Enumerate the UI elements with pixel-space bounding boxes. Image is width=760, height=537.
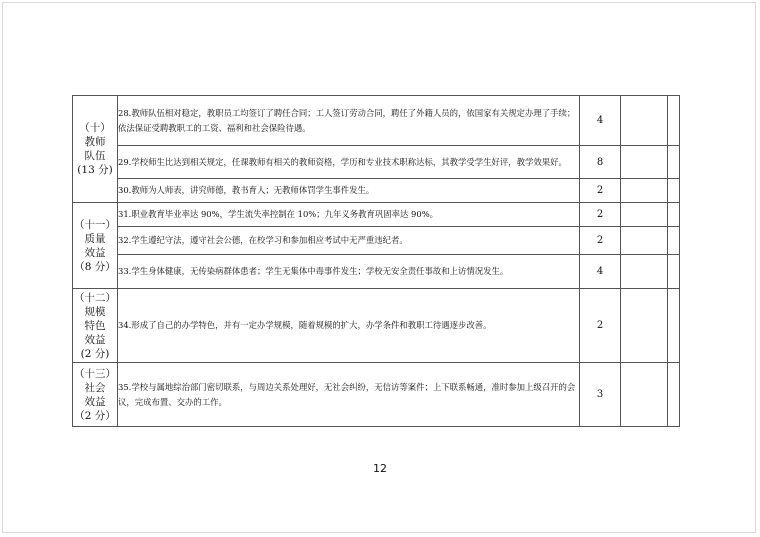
score-value: 3 (580, 363, 621, 427)
blank-cell (668, 146, 680, 179)
blank-cell (668, 179, 680, 203)
blank-cell (621, 179, 668, 203)
category-label: (13 分) (77, 164, 113, 176)
score-value: 4 (580, 255, 621, 289)
table-row (73, 255, 680, 289)
page-number: 12 (373, 462, 387, 475)
blank-cell (621, 363, 668, 427)
table-row (73, 96, 680, 146)
category-label: 教师 (84, 136, 106, 148)
category-cell-11 (73, 203, 118, 289)
category-label: 社会 (84, 381, 106, 394)
criterion-text: 29.学校师生比达到相关规定，任课教师有相关的教师资格，学历和专业技术职称达标，其教学受学生好评，教学效果好。 (118, 146, 580, 179)
blank-cell (621, 289, 668, 363)
category-label: 规模 (84, 305, 106, 318)
category-label: 特色 (84, 319, 106, 332)
criterion-text: 35.学校与属地综治部门密切联系，与周边关系处理好，无社会纠纷，无信访等案件；上下联系畅通，准时参加上级召开的会议，完成布置、交办的工作。 (118, 363, 580, 427)
category-label: (2 分) (80, 347, 110, 360)
category-cell-12 (73, 289, 118, 363)
category-label: 效益 (84, 246, 106, 259)
category-label: 效益 (84, 395, 106, 408)
category-label: （8 分） (74, 260, 116, 273)
blank-cell (621, 146, 668, 179)
blank-cell (668, 289, 680, 363)
blank-cell (621, 203, 668, 227)
category-label: （十一） (74, 218, 116, 231)
criterion-text: 33.学生身体健康，无传染病群体患者；学生无集体中毒事件发生；学校无安全责任事故和上访情况发生。 (118, 255, 580, 289)
category-label: 队伍 (84, 150, 106, 162)
blank-cell (621, 255, 668, 289)
table-row (73, 203, 680, 227)
category-label: （十二） (74, 291, 116, 304)
blank-cell (621, 227, 668, 255)
blank-cell (668, 363, 680, 427)
criterion-text: 32.学生遵纪守法，遵守社会公德，在校学习和参加相应考试中无严重违纪者。 (118, 227, 580, 255)
score-value: 4 (580, 96, 621, 146)
score-value: 8 (580, 146, 621, 179)
criterion-text: 34.形成了自己的办学特色，并有一定办学规模，随着规模的扩大，办学条件和教职工待遇逐步改善。 (118, 289, 580, 363)
category-label: （2 分） (74, 409, 116, 422)
table-row (73, 363, 680, 427)
blank-cell (621, 96, 668, 146)
category-cell-10 (73, 96, 118, 203)
blank-cell (668, 255, 680, 289)
criterion-text: 30.教师为人师表，讲究师德，教书育人；无教师体罚学生事件发生。 (118, 179, 580, 203)
category-label: 效益 (84, 333, 106, 346)
evaluation-table (72, 95, 680, 427)
score-value: 2 (580, 227, 621, 255)
category-label: （十三） (74, 367, 116, 380)
criterion-text: 31.职业教育毕业率达 90%，学生流失率控制在 10%；九年义务教育巩固率达 90%。 (118, 203, 580, 227)
table-row (73, 179, 680, 203)
category-cell-13 (73, 363, 118, 427)
score-value: 2 (580, 203, 621, 227)
category-label: 质量 (84, 232, 106, 245)
criterion-text: 28.教师队伍相对稳定，教职员工均签订了聘任合同；工人签订劳动合同，聘任了外籍人员的，依国家有关规定办理了手续；依法保证受聘教职工的工资、福利和社会保险待遇。 (118, 96, 580, 146)
score-value: 2 (580, 179, 621, 203)
table-row (73, 227, 680, 255)
table-row (73, 289, 680, 363)
score-value: 2 (580, 289, 621, 363)
category-label: （十） (79, 122, 111, 134)
blank-cell (668, 203, 680, 227)
blank-cell (668, 227, 680, 255)
table-row (73, 146, 680, 179)
blank-cell (668, 96, 680, 146)
